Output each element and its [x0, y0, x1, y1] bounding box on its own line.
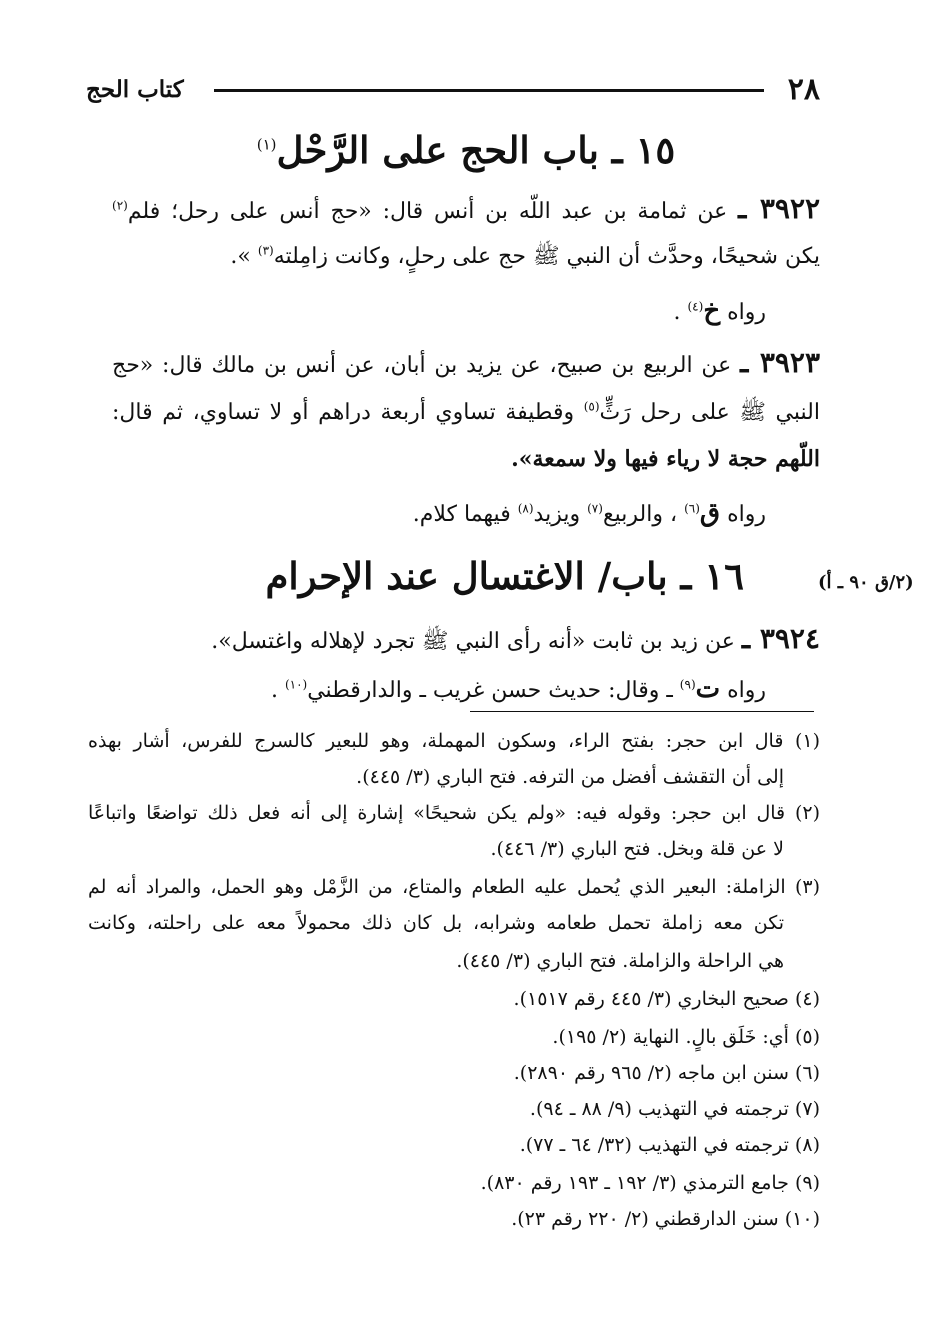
footnote-ref: (٨)	[517, 501, 534, 516]
source-text: ويزيد	[533, 502, 581, 527]
hadith-number: ٣٩٢٣ ـ	[740, 346, 820, 379]
hadith-3924-source	[271, 672, 766, 708]
hadith-3923-line-3	[112, 442, 820, 476]
footnote-ref: (٤)	[687, 299, 704, 314]
hadith-text: النبي ﷺ على رحل رَثٍّ	[599, 400, 820, 425]
footnote-ref: (١)	[256, 135, 277, 154]
footnote-separator	[470, 711, 814, 712]
source-end: .	[270, 678, 278, 703]
footnote-9: (٩) جامع الترمذي (٣/ ١٩٢ ـ ١٩٣ رقم ٨٣٠).	[480, 1172, 820, 1194]
footnote-ref: (٩)	[679, 677, 696, 692]
source-code: ق	[699, 498, 721, 528]
source-end: فيهما كلام.	[412, 502, 511, 527]
hadith-text: يكن شحيحًا، وحدَّث أن النبي ﷺ حج على رحلٍ، وكانت زامِلته	[273, 244, 820, 269]
chapter-16-title: ١٦ ـ باب/ الاغتسال عند الإحرام	[265, 554, 744, 598]
hadith-3923-line-2	[112, 396, 820, 430]
hadith-number: ٣٩٢٤ ـ	[741, 622, 820, 655]
source-text: ، والربيع	[602, 502, 678, 527]
footnote-3-line-3: هي الراحلة والزاملة. فتح الباري (٣/ ٤٤٥).	[456, 950, 784, 972]
hadith-3923-line-1	[112, 346, 820, 383]
footnote-ref: (٣)	[257, 243, 274, 258]
hadith-text: عن الربيع بن صبيح، عن يزيد بن أبان، عن أنس بن مالك قال: «حج	[112, 353, 732, 378]
hadith-3922-line-2	[112, 240, 820, 274]
footnote-8: (٨) ترجمته في التهذيب (٣٢/ ٦٤ ـ ٧٧).	[519, 1134, 820, 1156]
footnote-3-line-1: (٣) الزاملة: البعير الذي يُحمل عليه الطعام والمتاع، من الزَّمْل وهو الحمل، والمراد أنه لم	[88, 876, 820, 898]
hadith-3922-line-1	[112, 192, 820, 229]
source-prefix: رواه	[727, 300, 766, 325]
footnote-5: (٥) أي: خَلَق بالٍ. النهاية (٢/ ١٩٥).	[552, 1026, 820, 1048]
hadith-3924-line-1	[211, 622, 820, 659]
source-end: .	[673, 300, 681, 325]
page-number: ٢٨	[787, 72, 820, 107]
source-text: ـ وقال: حديث حسن غريب ـ والدارقطني	[307, 678, 673, 703]
footnote-ref: (٦)	[684, 501, 700, 516]
book-title: كتاب الحج	[86, 76, 184, 103]
header-rule	[214, 89, 764, 92]
running-header	[86, 70, 820, 110]
hadith-3922-source	[673, 294, 766, 330]
footnote-1-line-2: إلى أن التقشف أفضل من الترفه. فتح الباري (٣/ ٤٤٥).	[356, 766, 784, 788]
manuscript-folio-note: (٢/ق ٩٠ ـ أ)	[818, 572, 914, 593]
footnote-2-line-2: لا عن قلة وبخل. فتح الباري (٣/ ٤٤٦).	[490, 838, 784, 860]
chapter-15-heading	[0, 124, 932, 176]
source-prefix: رواه	[727, 678, 766, 703]
source-code: خ	[703, 296, 721, 326]
chapter-16-heading	[120, 550, 820, 602]
footnote-6: (٦) سنن ابن ماجه (٢/ ٩٦٥ رقم ٢٨٩٠).	[513, 1062, 820, 1084]
hadith-text-end: ».	[230, 244, 251, 269]
footnote-3-line-2: تكن معه زاملة تحمل طعامه وشرابه، بل كان ذلك محمولاً معه على راحلته، وكانت	[88, 912, 784, 934]
hadith-3923-source	[413, 496, 766, 532]
hadith-text: عن ثمامة بن عبد اللّه بن أنس قال: «حج أنس على رحل؛ فلم	[127, 199, 728, 224]
footnote-2-line-1: (٢) قال ابن حجر: وقوله فيه: «ولم يكن شحيحًا» إشارة إلى أنه فعل ذلك تواضعًا واتباعًا	[88, 802, 820, 824]
footnote-ref: (٥)	[583, 399, 600, 414]
footnote-ref: (٢)	[112, 198, 128, 213]
footnote-ref: (١٠)	[284, 677, 308, 692]
footnote-4: (٤) صحيح البخاري (٣/ ٤٤٥ رقم ١٥١٧).	[513, 988, 820, 1010]
hadith-text: وقطيفة تساوي أربعة دراهم أو لا تساوي، ثم قال:	[112, 400, 575, 425]
hadith-number: ٣٩٢٢ ـ	[738, 192, 821, 225]
footnote-7: (٧) ترجمته في التهذيب (٩/ ٨٨ ـ ٩٤).	[529, 1098, 820, 1120]
footnote-10: (١٠) سنن الدارقطني (٢/ ٢٢٠ رقم ٢٣).	[511, 1208, 820, 1230]
hadith-text: عن زيد بن ثابت «أنه رأى النبي ﷺ تجرد لإهلاله واغتسل».	[211, 629, 735, 654]
chapter-15-title: ١٥ ـ باب الحج على الرَّحْل	[276, 128, 676, 172]
source-prefix: رواه	[727, 502, 766, 527]
hadith-prayer-text: اللّهم حجة لا رياء فيها ولا سمعة».	[511, 446, 820, 472]
footnote-1-line-1: (١) قال ابن حجر: بفتح الراء، وسكون المهملة، وهو للبعير كالسرج للفرس، أشار بهذه	[88, 730, 820, 752]
source-code: ت	[695, 674, 721, 704]
footnote-ref: (٧)	[587, 501, 603, 516]
